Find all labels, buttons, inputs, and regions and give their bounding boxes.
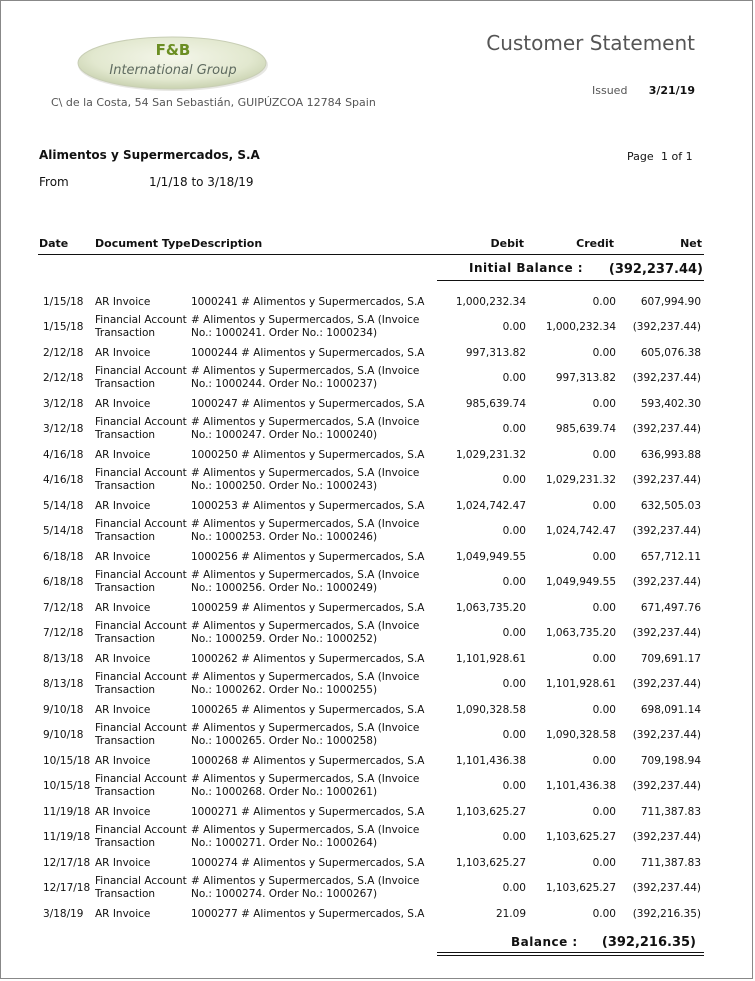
row-document-type: Financial Account Transaction: [95, 824, 187, 850]
row-description: # Alimentos y Supermercados, S.A (Invoice No.: 1000256. Order No.: 1000249): [191, 569, 420, 595]
row-debit: 0.00: [502, 882, 526, 895]
row-debit: 1,103,625.27: [455, 856, 526, 869]
row-credit: 0.00: [592, 754, 616, 767]
row-document-type: Financial Account Transaction: [95, 467, 187, 493]
row-credit: 0.00: [592, 499, 616, 512]
row-date: 11/19/18: [43, 805, 91, 818]
row-description: # Alimentos y Supermercados, S.A (Invoice No.: 1000265. Order No.: 1000258): [191, 722, 420, 748]
row-description: 1000271 # Alimentos y Supermercados, S.A: [191, 805, 425, 818]
row-credit: 997,313.82: [555, 372, 616, 385]
row-description: 1000277 # Alimentos y Supermercados, S.A: [191, 907, 425, 920]
row-debit: 0.00: [502, 372, 526, 385]
row-debit: 1,000,232.34: [455, 295, 526, 308]
row-date: 1/15/18: [43, 295, 84, 308]
column-header-date: Date: [39, 237, 69, 250]
row-document-type: AR Invoice: [95, 805, 151, 818]
row-debit: 0.00: [502, 729, 526, 742]
row-debit: 0.00: [502, 780, 526, 793]
balance-value: (392,216.35): [601, 935, 696, 950]
statement-period: 1/1/18 to 3/18/19: [149, 175, 254, 189]
row-debit: 1,029,231.32: [455, 448, 526, 461]
row-document-type: AR Invoice: [95, 550, 151, 563]
row-date: 5/14/18: [43, 525, 84, 538]
row-net: 711,387.83: [640, 805, 701, 818]
row-debit: 0.00: [502, 831, 526, 844]
row-debit: 997,313.82: [465, 346, 526, 359]
row-net: (392,237.44): [632, 678, 701, 691]
row-description: # Alimentos y Supermercados, S.A (Invoice No.: 1000274. Order No.: 1000267): [191, 875, 420, 901]
row-description: 1000241 # Alimentos y Supermercados, S.A: [191, 295, 425, 308]
row-description: 1000268 # Alimentos y Supermercados, S.A: [191, 754, 425, 767]
page-number: 1 of 1: [661, 150, 693, 163]
column-header-net: Net: [680, 237, 702, 250]
row-description: # Alimentos y Supermercados, S.A (Invoice No.: 1000271. Order No.: 1000264): [191, 824, 420, 850]
row-date: 2/12/18: [43, 372, 84, 385]
row-date: 3/12/18: [43, 423, 84, 436]
row-net: (392,237.44): [632, 525, 701, 538]
row-document-type: AR Invoice: [95, 601, 151, 614]
company-address: C\ de la Costa, 54 San Sebastián, GUIPÚZCOA 12784 Spain: [51, 96, 376, 109]
row-description: # Alimentos y Supermercados, S.A (Invoice No.: 1000262. Order No.: 1000255): [191, 671, 420, 697]
row-debit: 1,101,928.61: [455, 652, 526, 665]
row-date: 9/10/18: [43, 729, 84, 742]
row-description: 1000265 # Alimentos y Supermercados, S.A: [191, 703, 425, 716]
row-document-type: Financial Account Transaction: [95, 722, 187, 748]
row-credit: 985,639.74: [555, 423, 616, 436]
row-date: 5/14/18: [43, 499, 84, 512]
row-credit: 1,063,735.20: [545, 627, 616, 640]
row-credit: 0.00: [592, 397, 616, 410]
row-credit: 1,024,742.47: [545, 525, 616, 538]
row-date: 12/17/18: [43, 882, 91, 895]
row-net: 671,497.76: [640, 601, 701, 614]
row-date: 9/10/18: [43, 703, 84, 716]
row-document-type: AR Invoice: [95, 346, 151, 359]
row-description: 1000247 # Alimentos y Supermercados, S.A: [191, 397, 425, 410]
row-debit: 1,103,625.27: [455, 805, 526, 818]
row-net: 709,691.17: [640, 652, 701, 665]
row-credit: 1,000,232.34: [545, 321, 616, 334]
row-credit: 1,049,949.55: [545, 576, 616, 589]
row-net: (392,237.44): [632, 321, 701, 334]
row-debit: 1,024,742.47: [455, 499, 526, 512]
row-description: 1000256 # Alimentos y Supermercados, S.A: [191, 550, 425, 563]
row-debit: 0.00: [502, 321, 526, 334]
row-date: 1/15/18: [43, 321, 84, 334]
row-net: (392,237.44): [632, 627, 701, 640]
row-net: 711,387.83: [640, 856, 701, 869]
row-document-type: Financial Account Transaction: [95, 416, 187, 442]
row-net: (392,237.44): [632, 780, 701, 793]
column-header-document-type: Document Type: [95, 237, 191, 250]
row-date: 6/18/18: [43, 576, 84, 589]
row-description: # Alimentos y Supermercados, S.A (Invoice No.: 1000241. Order No.: 1000234): [191, 314, 420, 340]
row-net: 605,076.38: [640, 346, 701, 359]
column-header-credit: Credit: [576, 237, 614, 250]
row-description: 1000253 # Alimentos y Supermercados, S.A: [191, 499, 425, 512]
row-debit: 0.00: [502, 627, 526, 640]
row-credit: 0.00: [592, 448, 616, 461]
row-net: 709,198.94: [640, 754, 701, 767]
row-credit: 1,103,625.27: [545, 882, 616, 895]
page-label: Page: [627, 150, 654, 163]
logo-text-group: International Group: [109, 63, 237, 78]
row-credit: 1,101,928.61: [545, 678, 616, 691]
balance-label: Balance :: [511, 935, 578, 949]
row-date: 12/17/18: [43, 856, 91, 869]
issued-label: Issued: [592, 84, 628, 97]
row-description: 1000244 # Alimentos y Supermercados, S.A: [191, 346, 425, 359]
row-date: 4/16/18: [43, 448, 84, 461]
row-debit: 0.00: [502, 423, 526, 436]
row-date: 2/12/18: [43, 346, 84, 359]
row-document-type: Financial Account Transaction: [95, 620, 187, 646]
row-credit: 0.00: [592, 805, 616, 818]
balance-underline-1: [437, 952, 704, 953]
row-debit: 0.00: [502, 474, 526, 487]
row-document-type: Financial Account Transaction: [95, 518, 187, 544]
row-document-type: AR Invoice: [95, 448, 151, 461]
row-document-type: AR Invoice: [95, 703, 151, 716]
column-header-debit: Debit: [490, 237, 524, 250]
initial-balance-label: Initial Balance :: [469, 261, 584, 275]
row-credit: 0.00: [592, 601, 616, 614]
row-net: 632,505.03: [640, 499, 701, 512]
row-debit: 0.00: [502, 678, 526, 691]
row-date: 7/12/18: [43, 627, 84, 640]
document-title: Customer Statement: [486, 31, 695, 55]
row-document-type: AR Invoice: [95, 652, 151, 665]
customer-name: Alimentos y Supermercados, S.A: [39, 148, 260, 162]
row-document-type: AR Invoice: [95, 754, 151, 767]
row-credit: 0.00: [592, 907, 616, 920]
statement-table-body: [1, 1, 754, 980]
row-credit: 1,090,328.58: [545, 729, 616, 742]
row-debit: 1,049,949.55: [455, 550, 526, 563]
row-debit: 0.00: [502, 525, 526, 538]
issued-date: 3/21/19: [648, 84, 695, 97]
row-document-type: Financial Account Transaction: [95, 671, 187, 697]
row-description: # Alimentos y Supermercados, S.A (Invoice No.: 1000268. Order No.: 1000261): [191, 773, 420, 799]
balance-underline-2: [437, 955, 704, 956]
row-net: (392,237.44): [632, 882, 701, 895]
row-net: (392,237.44): [632, 474, 701, 487]
row-net: (392,237.44): [632, 831, 701, 844]
period-from-label: From: [39, 175, 69, 189]
row-description: 1000250 # Alimentos y Supermercados, S.A: [191, 448, 425, 461]
row-description: 1000262 # Alimentos y Supermercados, S.A: [191, 652, 425, 665]
row-date: 8/13/18: [43, 652, 84, 665]
row-date: 3/12/18: [43, 397, 84, 410]
row-credit: 1,029,231.32: [545, 474, 616, 487]
column-header-description: Description: [191, 237, 263, 250]
row-date: 10/15/18: [43, 780, 91, 793]
row-net: (392,216.35): [632, 907, 701, 920]
row-credit: 0.00: [592, 856, 616, 869]
row-net: 698,091.14: [640, 703, 701, 716]
row-document-type: AR Invoice: [95, 907, 151, 920]
row-net: 593,402.30: [640, 397, 701, 410]
row-credit: 0.00: [592, 703, 616, 716]
row-date: 3/18/19: [43, 907, 84, 920]
row-description: 1000259 # Alimentos y Supermercados, S.A: [191, 601, 425, 614]
row-debit: 1,090,328.58: [455, 703, 526, 716]
row-date: 10/15/18: [43, 754, 91, 767]
row-debit: 1,101,436.38: [455, 754, 526, 767]
row-credit: 0.00: [592, 550, 616, 563]
initial-balance-value: (392,237.44): [608, 262, 703, 277]
row-credit: 1,103,625.27: [545, 831, 616, 844]
row-document-type: AR Invoice: [95, 499, 151, 512]
row-net: (392,237.44): [632, 576, 701, 589]
row-credit: 0.00: [592, 295, 616, 308]
row-debit: 985,639.74: [465, 397, 526, 410]
row-credit: 1,101,436.38: [545, 780, 616, 793]
row-net: (392,237.44): [632, 372, 701, 385]
row-debit: 21.09: [495, 907, 526, 920]
row-document-type: AR Invoice: [95, 295, 151, 308]
row-date: 11/19/18: [43, 831, 91, 844]
row-document-type: Financial Account Transaction: [95, 569, 187, 595]
row-description: # Alimentos y Supermercados, S.A (Invoice No.: 1000253. Order No.: 1000246): [191, 518, 420, 544]
row-date: 8/13/18: [43, 678, 84, 691]
row-date: 6/18/18: [43, 550, 84, 563]
row-description: # Alimentos y Supermercados, S.A (Invoice No.: 1000259. Order No.: 1000252): [191, 620, 420, 646]
row-description: # Alimentos y Supermercados, S.A (Invoice No.: 1000247. Order No.: 1000240): [191, 416, 420, 442]
row-net: 636,993.88: [640, 448, 701, 461]
row-document-type: Financial Account Transaction: [95, 875, 187, 901]
row-document-type: Financial Account Transaction: [95, 365, 187, 391]
row-description: # Alimentos y Supermercados, S.A (Invoice No.: 1000244. Order No.: 1000237): [191, 365, 420, 391]
row-credit: 0.00: [592, 652, 616, 665]
row-document-type: Financial Account Transaction: [95, 773, 187, 799]
logo-text-brand: F&B: [155, 41, 191, 59]
row-net: 607,994.90: [640, 295, 701, 308]
row-net: (392,237.44): [632, 729, 701, 742]
row-description: 1000274 # Alimentos y Supermercados, S.A: [191, 856, 425, 869]
row-net: 657,712.11: [640, 550, 701, 563]
row-document-type: AR Invoice: [95, 397, 151, 410]
row-date: 4/16/18: [43, 474, 84, 487]
row-document-type: Financial Account Transaction: [95, 314, 187, 340]
row-debit: 0.00: [502, 576, 526, 589]
row-document-type: AR Invoice: [95, 856, 151, 869]
row-debit: 1,063,735.20: [455, 601, 526, 614]
row-date: 7/12/18: [43, 601, 84, 614]
row-net: (392,237.44): [632, 423, 701, 436]
row-credit: 0.00: [592, 346, 616, 359]
row-description: # Alimentos y Supermercados, S.A (Invoice No.: 1000250. Order No.: 1000243): [191, 467, 420, 493]
